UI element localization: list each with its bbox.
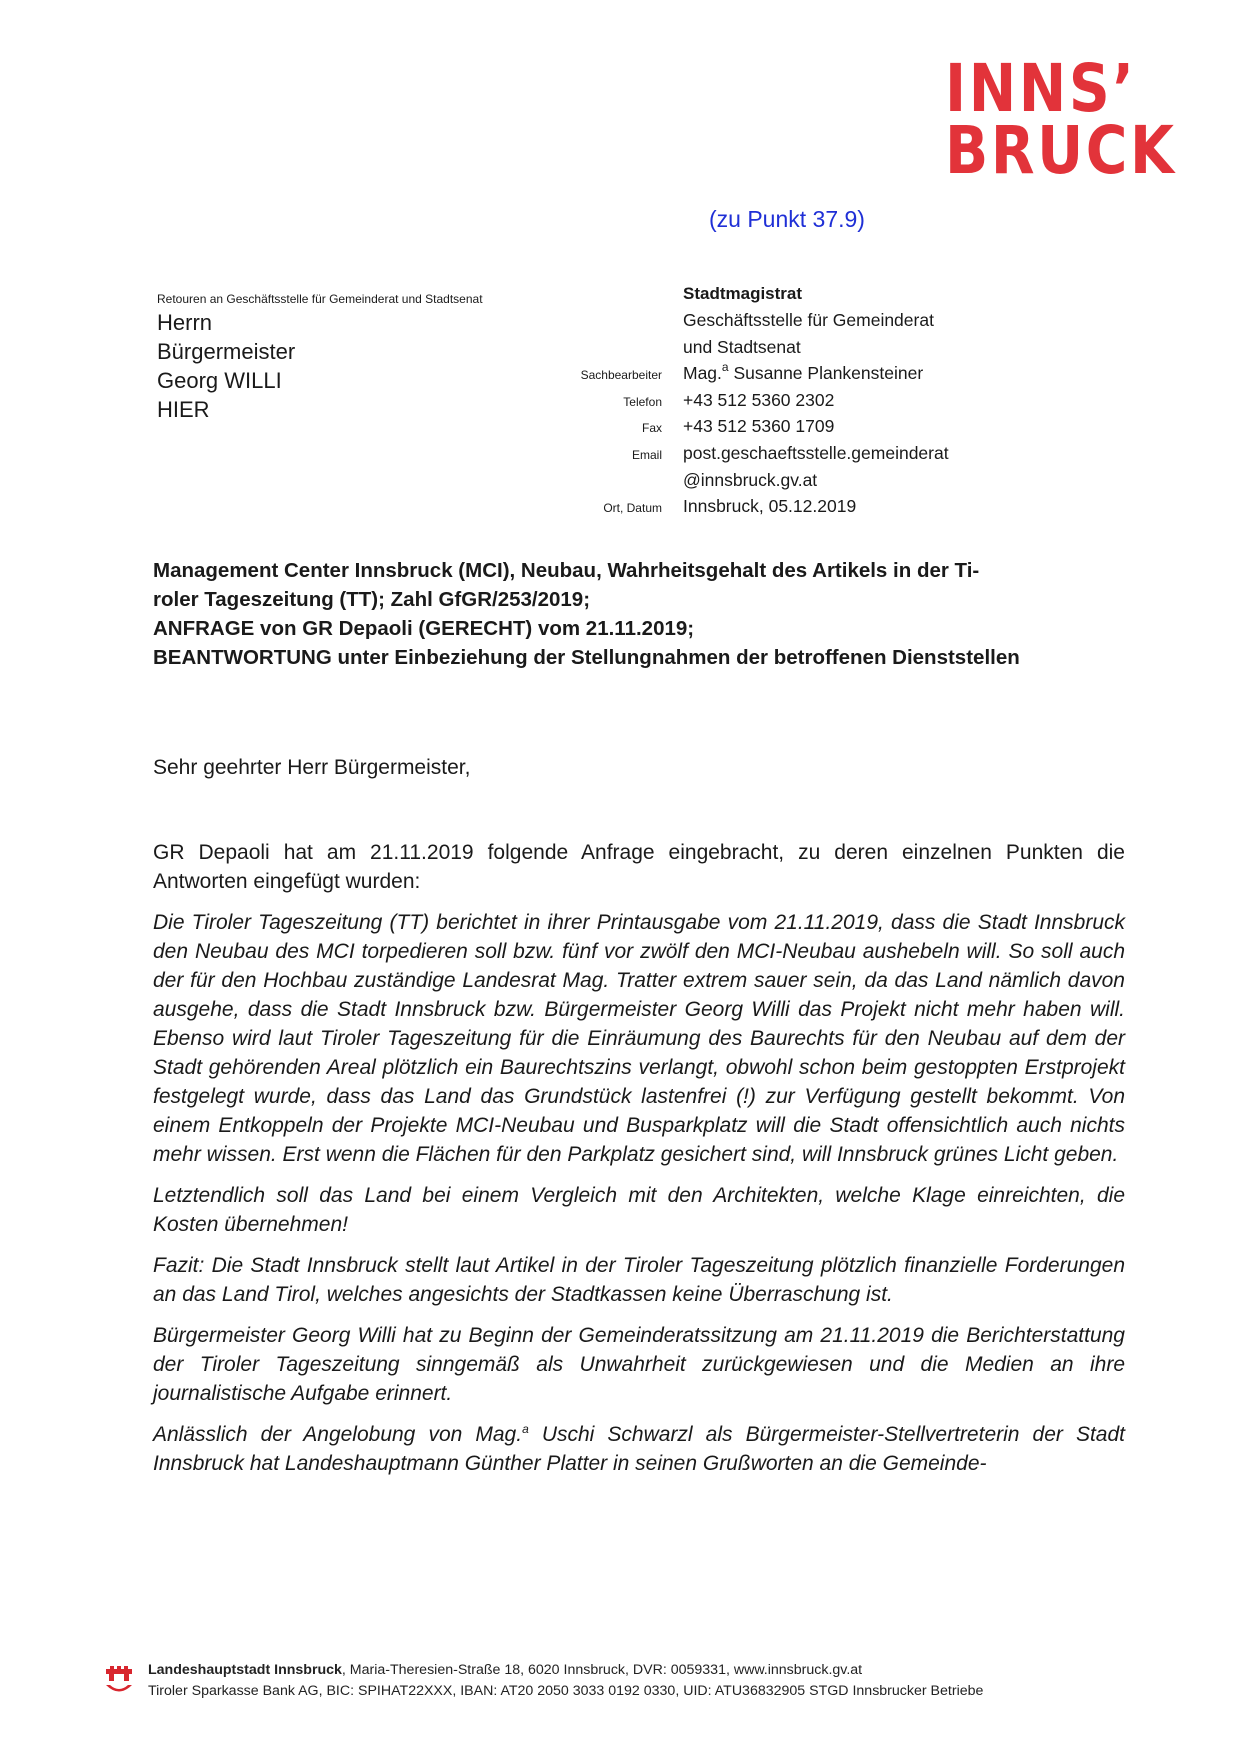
subject-line: ANFRAGE von GR Depaoli (GERECHT) vom 21.11.2019; — [153, 617, 695, 640]
phone-label: Telefon — [623, 394, 662, 409]
email-address-line-1: post.geschaeftsstelle.gemeinderat — [683, 442, 949, 463]
info-row — [520, 416, 949, 443]
info-row — [520, 470, 949, 497]
subject-line: Management Center Innsbruck (MCI), Neubau, Wahrheitsgehalt des Artikels in der Ti- — [153, 559, 980, 582]
clerk-name: Mag.$^a$ Susanne Plankensteiner — [683, 360, 924, 384]
return-address-line: Retouren an Geschäftsstelle für Gemeinderat und Stadtsenat — [157, 292, 483, 306]
info-row — [520, 443, 949, 470]
subject-block — [153, 556, 1123, 672]
footer-address: , Maria-Theresien-Straße 18, 6020 Innsbruck, DVR: 0059331, www.innsbruck.gv.at — [341, 1662, 863, 1678]
quoted-paragraph: Anlässlich der Angelobung von Mag.$^a$ Uschi Schwarzl als Bürgermeister-Stellvertreterin der Stadt Innsbruck hat Landeshauptmann Günther Platter in seinen Grußworten an die Gemeinde- — [153, 1422, 1125, 1475]
recipient-line: HIER — [157, 397, 210, 422]
department-line-2: und Stadtsenat — [683, 336, 801, 357]
recipient-line: Georg WILLI — [157, 368, 282, 393]
reference-note: (zu Punkt 37.9) — [709, 206, 865, 232]
quoted-paragraph: Letztendlich soll das Land bei einem Vergleich mit den Architekten, welche Klage einreichten, die Kosten übernehmen! — [153, 1184, 1125, 1236]
info-row — [520, 337, 949, 364]
email-label: Email — [631, 447, 662, 462]
subject-line: roler Tageszeitung (TT); Zahl GfGR/253/2019; — [153, 588, 591, 611]
date-label: Ort, Datum — [603, 501, 662, 516]
footer-text — [148, 1660, 983, 1702]
recipient-line: Bürgermeister — [157, 339, 296, 364]
info-row — [520, 496, 949, 523]
subject-line: BEANTWORTUNG unter Einbeziehung der Stellungnahmen der betroffenen Dienststellen — [153, 646, 1020, 669]
place-date: Innsbruck, 05.12.2019 — [683, 496, 857, 517]
letter-body — [153, 838, 1125, 1478]
logo-line-2: BRUCK — [945, 112, 1177, 189]
sender-info-block — [520, 310, 949, 523]
clerk-label: Sachbearbeiter — [580, 368, 662, 383]
recipient-block — [157, 308, 295, 424]
salutation: Sehr geehrter Herr Bürgermeister, — [153, 756, 471, 779]
info-row — [520, 360, 949, 390]
fax-number: +43 512 5360 1709 — [683, 416, 835, 437]
quoted-paragraph: Bürgermeister Georg Willi hat zu Beginn der Gemeinderatssitzung am 21.11.2019 die Berichterstattung der Tiroler Tageszeitung sinngemäß als Unwahrheit zurückgewiesen und die Medien an ihre journalistische Aufgabe erinnert. — [153, 1324, 1125, 1405]
quoted-paragraph: Fazit: Die Stadt Innsbruck stellt laut Artikel in der Tiroler Tageszeitung plötzlich finanzielle Forderungen an das Land Tirol, welches angesichts der Stadtkassen keine Überraschung ist. — [153, 1254, 1125, 1306]
department-line-1: Geschäftsstelle für Gemeinderat — [683, 310, 934, 330]
fax-label: Fax — [641, 421, 662, 436]
city-emblem-icon — [104, 1666, 134, 1696]
body-paragraph-intro: GR Depaoli hat am 21.11.2019 folgende Anfrage eingebracht, zu deren einzelnen Punkten die Antworten eingefügt wurden: — [153, 841, 1125, 893]
sender-organization: Stadtmagistrat — [683, 284, 803, 303]
innsbruck-logo — [945, 50, 1195, 189]
quoted-paragraph: Die Tiroler Tageszeitung (TT) berichtet in ihrer Printausgabe vom 21.11.2019, dass die Stadt Innsbruck den Neubau des MCI torpedieren soll bzw. fünf vor zwölf den MCI-Neubau aushebeln will. So soll auch der für den Hochbau zuständige Landesrat Mag. Tratter extrem sauer sein, da das Land nämlich davon ausgehe, dass die Stadt Innsbruck bzw. Bürgermeister Georg Willi das Projekt nicht mehr haben will. Ebenso wird laut Tiroler Tageszeitung für die Einräumung des Baurechts für den Neubau auf dem der Stadt gehörenden Areal plötzlich ein Baurechtszins verlangt, obwohl schon beim gestoppten Erstprojekt festgelegt wurde, dass das Land das Grundstück lastenfrei (!) zur Verfügung gestellt bekommt. Von einem Entkoppeln der Projekte MCI-Neubau und Busparkplatz will die Stadt offensichtlich auch nichts mehr wissen. Erst wenn die Flächen für den Parkplatz gesichert sind, will Innsbruck grünes Licht geben. — [153, 911, 1125, 1166]
footer-line-1 — [148, 1660, 983, 1681]
email-address-line-2: @innsbruck.gv.at — [683, 469, 818, 490]
recipient-line: Herrn — [157, 310, 213, 335]
footer-line-2: Tiroler Sparkasse Bank AG, BIC: SPIHAT22XXX, IBAN: AT20 2050 3033 0192 0330, UID: ATU36832905 STGD Innsbrucker Betriebe — [148, 1683, 984, 1699]
footer-city-name: Landeshauptstadt Innsbruck — [148, 1662, 342, 1678]
info-row — [520, 310, 949, 337]
logo-line-1: INNS’ — [945, 50, 1137, 127]
info-row — [520, 390, 949, 417]
phone-number: +43 512 5360 2302 — [683, 389, 835, 410]
